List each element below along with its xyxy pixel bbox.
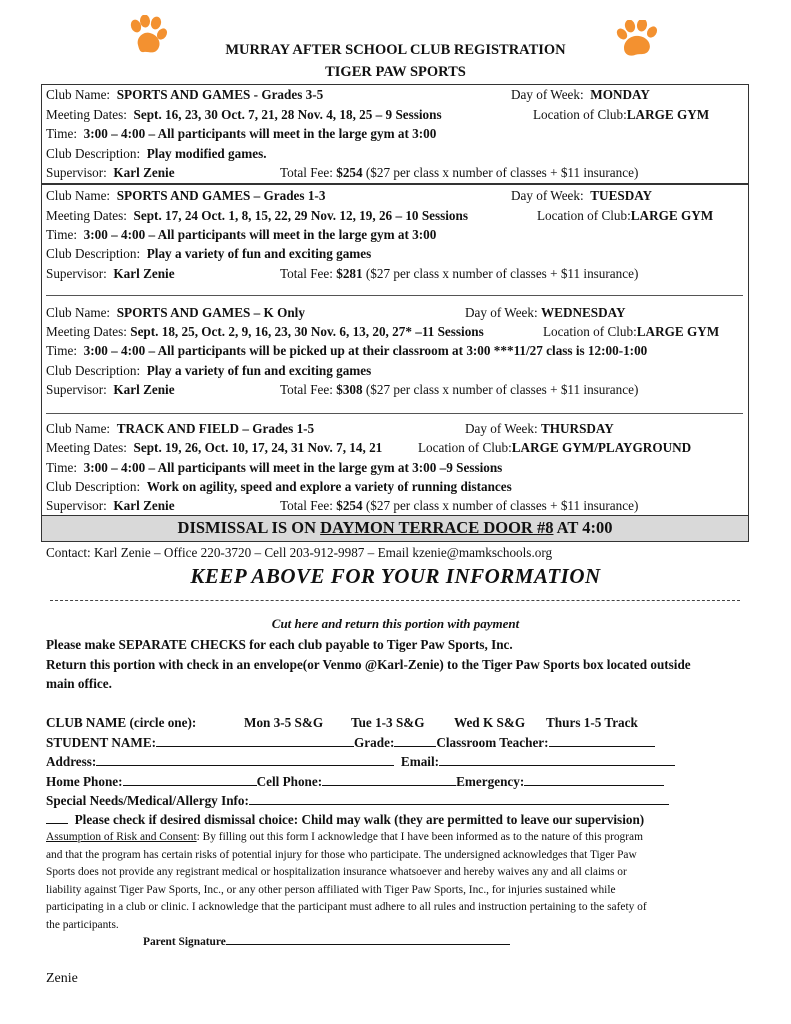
club-dates: Sept. 16, 23, 30 Oct. 7, 21, 28 Nov. 4, 18, 25 – 9 Sessions	[133, 107, 442, 122]
keep-notice: KEEP ABOVE FOR YOUR INFORMATION	[190, 564, 601, 588]
club-option-mon[interactable]: Mon 3-5 S&G	[244, 715, 324, 730]
club-supervisor: Karl Zenie	[113, 165, 175, 180]
club-day-row: Day of Week: THURSDAY	[465, 421, 614, 436]
signature-row: Parent Signature	[143, 934, 510, 952]
club-fee: $281	[336, 266, 363, 281]
club-description-row: Club Description: Play a variety of fun and exciting games	[46, 246, 372, 261]
club-dates: Sept. 18, 25, Oct. 2, 9, 16, 23, 30 Nov. 6, 13, 20, 27* –11 Sessions	[130, 324, 484, 339]
form-subtitle: TIGER PAW SPORTS	[325, 64, 466, 80]
waiver-heading: Assumption of Risk and Consent	[46, 831, 197, 843]
club-time-row: Time: 3:00 – 4:00 – All participants will meet in the large gym at 3:00	[46, 126, 437, 141]
club-time: 3:00 – 4:00 – All participants will be picked up at their classroom at 3:00 ***11/27 class is 12:00-1:00	[83, 343, 648, 358]
waiver-text: Assumption of Risk and Consent: By filling out this form I acknowledge that I have been informed as to the nature of this program and that the program has certain risks of potential injury for those who participate. The undersigned acknowledges that Tiger Paw Sports does not provide any registrant medical or hospitalization insurance whatsoever and hereby waives any and all claims or liability against Tiger Paw Sports, Inc., or any other person affiliated with Tiger Paw Sports, Inc., for injuries sustained while participating in a club or clinic. I acknowledge that the participant must adhere to all rules and instruction pertaining to the safety of the participants.	[46, 831, 647, 931]
cut-line	[50, 600, 740, 601]
address-row: Address: Email:	[46, 753, 675, 770]
club-name-row: Club Name: SPORTS AND GAMES - Grades 3-5	[46, 87, 324, 102]
club-fee-note: ($27 per class x number of classes + $11 insurance)	[365, 266, 639, 281]
club-supervisor: Karl Zenie	[113, 266, 175, 281]
footer-text: Zenie	[46, 971, 78, 986]
club-supervisor-row: Supervisor: Karl Zenie	[46, 266, 175, 281]
dismissal-door: DAYMON TERRACE DOOR #8	[320, 518, 554, 537]
email-field[interactable]	[439, 753, 675, 766]
club-name-row: Club Name: SPORTS AND GAMES – Grades 1-3	[46, 188, 326, 203]
dismissal-check-row: Please check if desired dismissal choice: Child may walk (they are permitted to leave our supervision)	[46, 811, 644, 828]
teacher-field[interactable]	[549, 734, 655, 747]
divider	[46, 295, 743, 296]
club-description-row: Club Description: Work on agility, speed and explore a variety of running distances	[46, 479, 512, 494]
club-location: LARGE GYM/PLAYGROUND	[511, 440, 692, 455]
home-phone-field[interactable]	[123, 773, 257, 786]
club-dates: Sept. 17, 24 Oct. 1, 8, 15, 22, 29 Nov. 12, 19, 26 – 10 Sessions	[133, 208, 468, 223]
club-supervisor: Karl Zenie	[113, 382, 175, 397]
club-location-row: Location of Club:LARGE GYM/PLAYGROUND	[418, 440, 692, 455]
club-time-row: Time: 3:00 – 4:00 – All participants will meet in the large gym at 3:00	[46, 227, 437, 242]
club-day-row: Day of Week: WEDNESDAY	[465, 305, 626, 320]
club-fee-note: ($27 per class x number of classes + $11 insurance)	[365, 382, 639, 397]
club-day: TUESDAY	[590, 188, 653, 203]
grade-field[interactable]	[394, 734, 436, 747]
club-description: Play modified games.	[146, 146, 267, 161]
club-fee-note: ($27 per class x number of classes + $11 insurance)	[365, 165, 639, 180]
club-description-row: Club Description: Play modified games.	[46, 146, 267, 161]
special-needs-field[interactable]	[249, 792, 669, 805]
special-needs-row: Special Needs/Medical/Allergy Info:	[46, 792, 669, 809]
form-title: MURRAY AFTER SCHOOL CLUB REGISTRATION	[225, 42, 566, 58]
club-description: Work on agility, speed and explore a variety of running distances	[146, 479, 512, 494]
club-supervisor: Karl Zenie	[113, 498, 175, 513]
phone-row: Home Phone: Cell Phone: Emergency:	[46, 773, 664, 790]
club-day-row: Day of Week: MONDAY	[511, 87, 650, 102]
club-name: SPORTS AND GAMES – Grades 1-3	[116, 188, 326, 203]
parent-signature-field[interactable]	[226, 934, 510, 945]
club-supervisor-row: Supervisor: Karl Zenie	[46, 382, 175, 397]
club-fee: $308	[336, 382, 363, 397]
club-supervisor-row: Supervisor: Karl Zenie	[46, 165, 175, 180]
club-name-row: Club Name: TRACK AND FIELD – Grades 1-5	[46, 421, 315, 436]
club-time: 3:00 – 4:00 – All participants will meet in the large gym at 3:00	[83, 227, 437, 242]
dismissal-banner: DISMISSAL IS ON DAYMON TERRACE DOOR #8 AT 4:00	[41, 515, 749, 542]
club-location: LARGE GYM	[630, 208, 714, 223]
club-dates: Sept. 19, 26, Oct. 10, 17, 24, 31 Nov. 7, 14, 21	[133, 440, 383, 455]
club-fee: $254	[336, 165, 363, 180]
club-fee: $254	[336, 498, 363, 513]
student-name-field[interactable]	[156, 734, 354, 747]
club-description: Play a variety of fun and exciting games	[146, 363, 372, 378]
club-time-row: Time: 3:00 – 4:00 – All participants will be picked up at their classroom at 3:00 ***11/27 class is 12:00-1:00	[46, 343, 648, 358]
club-option-wed[interactable]: Wed K S&G	[454, 715, 526, 730]
club-location: LARGE GYM	[636, 324, 720, 339]
club-location-row: Location of Club:LARGE GYM	[543, 324, 720, 339]
club-day: THURSDAY	[540, 421, 614, 436]
contact-info: Contact: Karl Zenie – Office 220-3720 – Cell 203-912-9987 – Email kzenie@mamkschools.org	[46, 545, 553, 560]
dismissal-checkbox[interactable]	[46, 811, 68, 824]
instruction-checks: Please make SEPARATE CHECKS for each club payable to Tiger Paw Sports, Inc.	[46, 637, 513, 652]
instruction-return: Return this portion with check in an envelope(or Venmo @Karl-Zenie) to the Tiger Paw Sports box located outside	[46, 657, 691, 672]
club-dates-row: Meeting Dates: Sept. 17, 24 Oct. 1, 8, 15, 22, 29 Nov. 12, 19, 26 – 10 Sessions	[46, 208, 468, 223]
club-supervisor-row: Supervisor: Karl Zenie	[46, 498, 175, 513]
club-location: LARGE GYM	[626, 107, 710, 122]
club-day: MONDAY	[590, 87, 650, 102]
instruction-return-cont: main office.	[46, 676, 112, 691]
club-location-row: Location of Club:LARGE GYM	[537, 208, 714, 223]
emergency-field[interactable]	[524, 773, 664, 786]
club-option-tue[interactable]: Tue 1-3 S&G	[351, 715, 425, 730]
club-location-row: Location of Club:LARGE GYM	[533, 107, 710, 122]
club-dates-row: Meeting Dates: Sept. 16, 23, 30 Oct. 7, 21, 28 Nov. 4, 18, 25 – 9 Sessions	[46, 107, 442, 122]
divider	[46, 413, 743, 414]
club-dates-row: Meeting Dates: Sept. 18, 25, Oct. 2, 9, 16, 23, 30 Nov. 6, 13, 20, 27* –11 Sessions	[46, 324, 484, 339]
club-time-row: Time: 3:00 – 4:00 – All participants will meet in the large gym at 3:00 –9 Sessions	[46, 460, 503, 475]
club-dates-row: Meeting Dates: Sept. 19, 26, Oct. 10, 17, 24, 31 Nov. 7, 14, 21	[46, 440, 383, 455]
club-name-row: Club Name: SPORTS AND GAMES – K Only	[46, 305, 305, 320]
address-field[interactable]	[96, 753, 394, 766]
club-fee-row: Total Fee: $308 ($27 per class x number of classes + $11 insurance)	[280, 382, 639, 397]
club-fee-note: ($27 per class x number of classes + $11 insurance)	[365, 498, 639, 513]
club-time: 3:00 – 4:00 – All participants will meet in the large gym at 3:00	[83, 126, 437, 141]
club-fee-row: Total Fee: $254 ($27 per class x number of classes + $11 insurance)	[280, 498, 639, 513]
club-choice-label: CLUB NAME (circle one):	[46, 715, 197, 730]
cut-notice: Cut here and return this portion with payment	[271, 616, 520, 631]
student-row: STUDENT NAME: Grade: Classroom Teacher:	[46, 734, 655, 751]
club-fee-row: Total Fee: $281 ($27 per class x number of classes + $11 insurance)	[280, 266, 639, 281]
club-description-row: Club Description: Play a variety of fun and exciting games	[46, 363, 372, 378]
club-name: TRACK AND FIELD – Grades 1-5	[116, 421, 315, 436]
club-time: 3:00 – 4:00 – All participants will meet in the large gym at 3:00 –9 Sessions	[83, 460, 503, 475]
club-option-thurs[interactable]: Thurs 1-5 Track	[546, 715, 638, 730]
club-description: Play a variety of fun and exciting games	[146, 246, 372, 261]
club-day: WEDNESDAY	[540, 305, 626, 320]
club-name: SPORTS AND GAMES – K Only	[116, 305, 305, 320]
club-name: SPORTS AND GAMES - Grades 3-5	[116, 87, 324, 102]
cell-phone-field[interactable]	[322, 773, 456, 786]
club-day-row: Day of Week: TUESDAY	[511, 188, 653, 203]
club-fee-row: Total Fee: $254 ($27 per class x number of classes + $11 insurance)	[280, 165, 639, 180]
